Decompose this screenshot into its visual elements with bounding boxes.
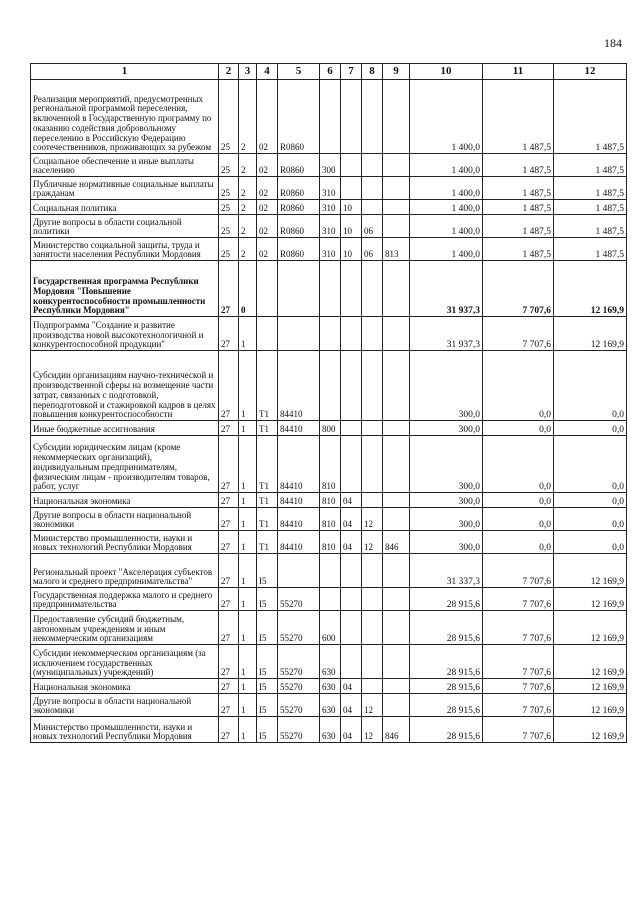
cell-col-7: 10 [341, 200, 362, 215]
cell-col-9 [383, 611, 410, 645]
cell-col-10: 28 915,6 [410, 717, 483, 743]
cell-col-5: 84410 [278, 508, 320, 531]
cell-col-4: I5 [257, 694, 278, 717]
cell-col-4: I5 [257, 588, 278, 611]
row-name-cell: Субсидии некоммерческим организациям (за исключением государственных (муниципальных) учреждений) [31, 645, 219, 679]
cell-col-6 [320, 261, 341, 317]
cell-col-8 [362, 679, 383, 694]
cell-col-4: T1 [257, 351, 278, 421]
cell-col-5: 84410 [278, 531, 320, 554]
cell-col-5 [278, 261, 320, 317]
cell-col-3: 2 [239, 80, 257, 154]
cell-col-9 [383, 645, 410, 679]
cell-col-11: 0,0 [483, 531, 554, 554]
table-row [31, 645, 627, 679]
cell-col-8: 12 [362, 508, 383, 531]
table-row [31, 588, 627, 611]
cell-col-10: 31 937,3 [410, 317, 483, 351]
table-row [31, 200, 627, 215]
cell-col-4: 02 [257, 200, 278, 215]
cell-col-12: 12 169,9 [554, 261, 627, 317]
cell-col-4: T1 [257, 436, 278, 493]
cell-col-11: 0,0 [483, 436, 554, 493]
cell-col-12: 1 487,5 [554, 215, 627, 238]
budget-table [30, 63, 627, 743]
cell-col-10: 300,0 [410, 493, 483, 508]
cell-col-5: R0860 [278, 215, 320, 238]
cell-col-10: 28 915,6 [410, 679, 483, 694]
cell-col-6 [320, 80, 341, 154]
table-row [31, 436, 627, 493]
cell-col-8: 12 [362, 717, 383, 743]
row-name-cell: Субсидии юридическим лицам (кроме некоммерческих организаций), индивидуальным предпринимателям, физическим лицам - производителям товаров, работ, услуг [31, 436, 219, 493]
cell-col-5: R0860 [278, 200, 320, 215]
row-name-cell: Национальная экономика [31, 679, 219, 694]
cell-col-6: 300 [320, 154, 341, 177]
row-name-cell: Социальная политика [31, 200, 219, 215]
cell-col-8 [362, 261, 383, 317]
cell-col-7 [341, 588, 362, 611]
cell-col-3: 1 [239, 351, 257, 421]
cell-col-2: 25 [219, 80, 239, 154]
row-name-cell: Социальное обеспечение и иные выплаты населению [31, 154, 219, 177]
cell-col-11: 1 487,5 [483, 215, 554, 238]
cell-col-11: 0,0 [483, 421, 554, 436]
table-row [31, 238, 627, 261]
cell-col-12: 0,0 [554, 508, 627, 531]
cell-col-10: 28 915,6 [410, 694, 483, 717]
cell-col-5: 55270 [278, 645, 320, 679]
column-header-6: 6 [320, 64, 341, 80]
column-header-5: 5 [278, 64, 320, 80]
table-row [31, 554, 627, 588]
table-row [31, 177, 627, 200]
cell-col-11: 7 707,6 [483, 611, 554, 645]
cell-col-5: 84410 [278, 436, 320, 493]
column-header-12: 12 [554, 64, 627, 80]
cell-col-12: 12 169,9 [554, 611, 627, 645]
cell-col-5 [278, 554, 320, 588]
table-row [31, 317, 627, 351]
cell-col-6: 310 [320, 200, 341, 215]
cell-col-5: 84410 [278, 493, 320, 508]
row-name-cell: Публичные нормативные социальные выплаты гражданам [31, 177, 219, 200]
cell-col-5: R0860 [278, 80, 320, 154]
cell-col-4: T1 [257, 493, 278, 508]
cell-col-11: 0,0 [483, 508, 554, 531]
row-name-cell: Другие вопросы в области национальной экономики [31, 694, 219, 717]
cell-col-9 [383, 200, 410, 215]
cell-col-2: 27 [219, 717, 239, 743]
column-header-7: 7 [341, 64, 362, 80]
cell-col-8 [362, 351, 383, 421]
cell-col-2: 27 [219, 611, 239, 645]
cell-col-5: R0860 [278, 177, 320, 200]
table-row [31, 611, 627, 645]
cell-col-7 [341, 351, 362, 421]
cell-col-6 [320, 588, 341, 611]
cell-col-3: 1 [239, 694, 257, 717]
table-row [31, 215, 627, 238]
cell-col-6 [320, 351, 341, 421]
cell-col-9: 813 [383, 238, 410, 261]
cell-col-8 [362, 421, 383, 436]
cell-col-2: 27 [219, 694, 239, 717]
cell-col-8 [362, 611, 383, 645]
cell-col-5: 84410 [278, 351, 320, 421]
cell-col-7: 10 [341, 238, 362, 261]
cell-col-9 [383, 679, 410, 694]
cell-col-10: 31 337,3 [410, 554, 483, 588]
cell-col-6: 630 [320, 645, 341, 679]
cell-col-5: R0860 [278, 154, 320, 177]
row-name-cell: Предоставление субсидий бюджетным, автономным учреждениям и иным некоммерческим организациям [31, 611, 219, 645]
cell-col-11: 7 707,6 [483, 717, 554, 743]
cell-col-6: 810 [320, 493, 341, 508]
row-name-cell: Министерство промышленности, науки и новых технологий Республики Мордовия [31, 531, 219, 554]
cell-col-11: 1 487,5 [483, 154, 554, 177]
cell-col-11: 7 707,6 [483, 679, 554, 694]
cell-col-2: 27 [219, 645, 239, 679]
cell-col-4 [257, 261, 278, 317]
table-row [31, 421, 627, 436]
cell-col-4: T1 [257, 508, 278, 531]
cell-col-7 [341, 436, 362, 493]
cell-col-9 [383, 177, 410, 200]
table-row [31, 679, 627, 694]
cell-col-6: 310 [320, 177, 341, 200]
cell-col-10: 28 915,6 [410, 611, 483, 645]
cell-col-3: 0 [239, 261, 257, 317]
cell-col-4: I5 [257, 554, 278, 588]
cell-col-9: 846 [383, 531, 410, 554]
cell-col-12: 12 169,9 [554, 317, 627, 351]
cell-col-8 [362, 554, 383, 588]
column-header-1: 1 [31, 64, 219, 80]
cell-col-7 [341, 154, 362, 177]
cell-col-7: 04 [341, 493, 362, 508]
cell-col-2: 27 [219, 508, 239, 531]
cell-col-10: 300,0 [410, 421, 483, 436]
row-name-cell: Реализация мероприятий, предусмотренных региональной программой переселения, включенной в Государственную программу по оказанию содействия добровольному переселению в Российскую Федерацию соотечественников, проживающих за рубежом [31, 80, 219, 154]
cell-col-2: 27 [219, 554, 239, 588]
cell-col-12: 1 487,5 [554, 154, 627, 177]
cell-col-4: I5 [257, 611, 278, 645]
cell-col-2: 27 [219, 317, 239, 351]
cell-col-9 [383, 436, 410, 493]
column-header-10: 10 [410, 64, 483, 80]
cell-col-2: 27 [219, 351, 239, 421]
cell-col-10: 300,0 [410, 508, 483, 531]
cell-col-2: 27 [219, 493, 239, 508]
cell-col-11: 7 707,6 [483, 694, 554, 717]
cell-col-3: 1 [239, 554, 257, 588]
cell-col-11: 1 487,5 [483, 80, 554, 154]
cell-col-3: 2 [239, 238, 257, 261]
cell-col-5 [278, 317, 320, 351]
cell-col-12: 1 487,5 [554, 200, 627, 215]
table-row [31, 531, 627, 554]
cell-col-9 [383, 493, 410, 508]
cell-col-3: 1 [239, 717, 257, 743]
cell-col-9 [383, 215, 410, 238]
cell-col-2: 25 [219, 177, 239, 200]
cell-col-3: 1 [239, 611, 257, 645]
cell-col-9 [383, 694, 410, 717]
cell-col-10: 300,0 [410, 531, 483, 554]
cell-col-2: 27 [219, 531, 239, 554]
cell-col-7: 04 [341, 531, 362, 554]
cell-col-10: 31 937,3 [410, 261, 483, 317]
cell-col-6: 600 [320, 611, 341, 645]
cell-col-12: 12 169,9 [554, 679, 627, 694]
cell-col-8 [362, 317, 383, 351]
table-row [31, 261, 627, 317]
cell-col-4: T1 [257, 531, 278, 554]
cell-col-8 [362, 200, 383, 215]
cell-col-8: 06 [362, 238, 383, 261]
cell-col-5: R0860 [278, 238, 320, 261]
cell-col-6: 810 [320, 508, 341, 531]
cell-col-12: 0,0 [554, 493, 627, 508]
cell-col-5: 55270 [278, 588, 320, 611]
cell-col-8 [362, 588, 383, 611]
cell-col-11: 1 487,5 [483, 200, 554, 215]
cell-col-8 [362, 154, 383, 177]
cell-col-12: 0,0 [554, 421, 627, 436]
cell-col-8 [362, 493, 383, 508]
cell-col-3: 2 [239, 177, 257, 200]
cell-col-10: 1 400,0 [410, 215, 483, 238]
cell-col-11: 7 707,6 [483, 588, 554, 611]
cell-col-5: 55270 [278, 679, 320, 694]
cell-col-8: 06 [362, 215, 383, 238]
cell-col-10: 1 400,0 [410, 238, 483, 261]
cell-col-7: 04 [341, 717, 362, 743]
row-name-cell: Субсидии организациям научно-технической и производственной сферы на возмещение части затрат, связанных с подготовкой, переподготовкой и стажировкой кадров в целях повышения конкурентоспособности [31, 351, 219, 421]
row-name-cell: Другие вопросы в области национальной экономики [31, 508, 219, 531]
cell-col-7: 10 [341, 215, 362, 238]
column-header-4: 4 [257, 64, 278, 80]
cell-col-6: 800 [320, 421, 341, 436]
cell-col-7: 04 [341, 679, 362, 694]
cell-col-2: 27 [219, 436, 239, 493]
cell-col-4 [257, 317, 278, 351]
cell-col-7 [341, 645, 362, 679]
cell-col-11: 7 707,6 [483, 261, 554, 317]
column-header-9: 9 [383, 64, 410, 80]
cell-col-8: 12 [362, 531, 383, 554]
cell-col-9 [383, 554, 410, 588]
cell-col-11: 0,0 [483, 351, 554, 421]
cell-col-2: 25 [219, 200, 239, 215]
cell-col-4: 02 [257, 80, 278, 154]
cell-col-4: I5 [257, 679, 278, 694]
cell-col-6: 810 [320, 436, 341, 493]
cell-col-7: 04 [341, 694, 362, 717]
row-name-cell: Государственная поддержка малого и среднего предпринимательства [31, 588, 219, 611]
cell-col-11: 0,0 [483, 493, 554, 508]
cell-col-4: I5 [257, 645, 278, 679]
cell-col-10: 28 915,6 [410, 588, 483, 611]
cell-col-3: 1 [239, 588, 257, 611]
cell-col-11: 7 707,6 [483, 317, 554, 351]
cell-col-6: 630 [320, 694, 341, 717]
cell-col-2: 25 [219, 154, 239, 177]
cell-col-11: 1 487,5 [483, 238, 554, 261]
cell-col-9 [383, 421, 410, 436]
table-row [31, 694, 627, 717]
cell-col-4: 02 [257, 238, 278, 261]
cell-col-9 [383, 80, 410, 154]
cell-col-8 [362, 80, 383, 154]
cell-col-12: 1 487,5 [554, 238, 627, 261]
cell-col-4: T1 [257, 421, 278, 436]
cell-col-12: 1 487,5 [554, 80, 627, 154]
cell-col-12: 0,0 [554, 531, 627, 554]
cell-col-3: 2 [239, 200, 257, 215]
cell-col-3: 2 [239, 215, 257, 238]
cell-col-2: 27 [219, 679, 239, 694]
cell-col-2: 25 [219, 238, 239, 261]
cell-col-7 [341, 611, 362, 645]
row-name-cell: Подпрограмма "Создание и развитие производства новой высокотехнологичной и конкурентоспособной продукции" [31, 317, 219, 351]
cell-col-6 [320, 317, 341, 351]
cell-col-6: 310 [320, 238, 341, 261]
cell-col-4: 02 [257, 154, 278, 177]
table-row [31, 493, 627, 508]
cell-col-12: 12 169,9 [554, 694, 627, 717]
row-name-cell: Региональный проект "Акселерация субъектов малого и среднего предпринимательства" [31, 554, 219, 588]
cell-col-9: 846 [383, 717, 410, 743]
cell-col-4: I5 [257, 717, 278, 743]
cell-col-3: 1 [239, 493, 257, 508]
cell-col-12: 12 169,9 [554, 645, 627, 679]
cell-col-4: 02 [257, 177, 278, 200]
cell-col-6: 810 [320, 531, 341, 554]
table-row [31, 717, 627, 743]
cell-col-7 [341, 261, 362, 317]
cell-col-10: 28 915,6 [410, 645, 483, 679]
cell-col-6: 630 [320, 679, 341, 694]
row-name-cell: Иные бюджетные ассигнования [31, 421, 219, 436]
cell-col-5: 55270 [278, 717, 320, 743]
cell-col-8 [362, 436, 383, 493]
table-row [31, 351, 627, 421]
cell-col-4: 02 [257, 215, 278, 238]
cell-col-10: 300,0 [410, 351, 483, 421]
table-row [31, 508, 627, 531]
row-name-cell: Другие вопросы в области социальной политики [31, 215, 219, 238]
cell-col-12: 1 487,5 [554, 177, 627, 200]
cell-col-8 [362, 177, 383, 200]
column-header-2: 2 [219, 64, 239, 80]
cell-col-10: 1 400,0 [410, 200, 483, 215]
cell-col-5: 55270 [278, 694, 320, 717]
cell-col-9 [383, 261, 410, 317]
row-name-cell: Государственная программа Республики Мордовия "Повышение конкурентоспособности промышленности Республики Мордовия" [31, 261, 219, 317]
cell-col-7: 04 [341, 508, 362, 531]
cell-col-9 [383, 351, 410, 421]
cell-col-7 [341, 421, 362, 436]
cell-col-2: 27 [219, 588, 239, 611]
cell-col-2: 27 [219, 261, 239, 317]
table-header-row [31, 64, 627, 80]
cell-col-5: 55270 [278, 611, 320, 645]
column-header-8: 8 [362, 64, 383, 80]
cell-col-6: 310 [320, 215, 341, 238]
cell-col-12: 12 169,9 [554, 554, 627, 588]
cell-col-12: 0,0 [554, 351, 627, 421]
page-number: 184 [604, 36, 622, 50]
cell-col-12: 12 169,9 [554, 717, 627, 743]
cell-col-3: 1 [239, 421, 257, 436]
row-name-cell: Министерство социальной защиты, труда и занятости населения Республики Мордовия [31, 238, 219, 261]
cell-col-9 [383, 154, 410, 177]
cell-col-7 [341, 177, 362, 200]
cell-col-3: 1 [239, 508, 257, 531]
column-header-3: 3 [239, 64, 257, 80]
cell-col-11: 1 487,5 [483, 177, 554, 200]
cell-col-3: 2 [239, 154, 257, 177]
row-name-cell: Министерство промышленности, науки и новых технологий Республики Мордовия [31, 717, 219, 743]
cell-col-8 [362, 645, 383, 679]
cell-col-6 [320, 554, 341, 588]
cell-col-7 [341, 80, 362, 154]
cell-col-9 [383, 588, 410, 611]
cell-col-3: 1 [239, 645, 257, 679]
cell-col-3: 1 [239, 679, 257, 694]
cell-col-11: 7 707,6 [483, 645, 554, 679]
row-name-cell: Национальная экономика [31, 493, 219, 508]
column-header-11: 11 [483, 64, 554, 80]
cell-col-7 [341, 554, 362, 588]
cell-col-9 [383, 317, 410, 351]
cell-col-2: 27 [219, 421, 239, 436]
table-row [31, 80, 627, 154]
cell-col-3: 1 [239, 531, 257, 554]
cell-col-6: 630 [320, 717, 341, 743]
cell-col-11: 7 707,6 [483, 554, 554, 588]
cell-col-10: 1 400,0 [410, 154, 483, 177]
cell-col-12: 0,0 [554, 436, 627, 493]
cell-col-10: 300,0 [410, 436, 483, 493]
cell-col-3: 1 [239, 317, 257, 351]
cell-col-9 [383, 508, 410, 531]
cell-col-8: 12 [362, 694, 383, 717]
cell-col-10: 1 400,0 [410, 177, 483, 200]
cell-col-7 [341, 317, 362, 351]
cell-col-10: 1 400,0 [410, 80, 483, 154]
cell-col-12: 12 169,9 [554, 588, 627, 611]
cell-col-5: 84410 [278, 421, 320, 436]
table-row [31, 154, 627, 177]
cell-col-3: 1 [239, 436, 257, 493]
cell-col-2: 25 [219, 215, 239, 238]
